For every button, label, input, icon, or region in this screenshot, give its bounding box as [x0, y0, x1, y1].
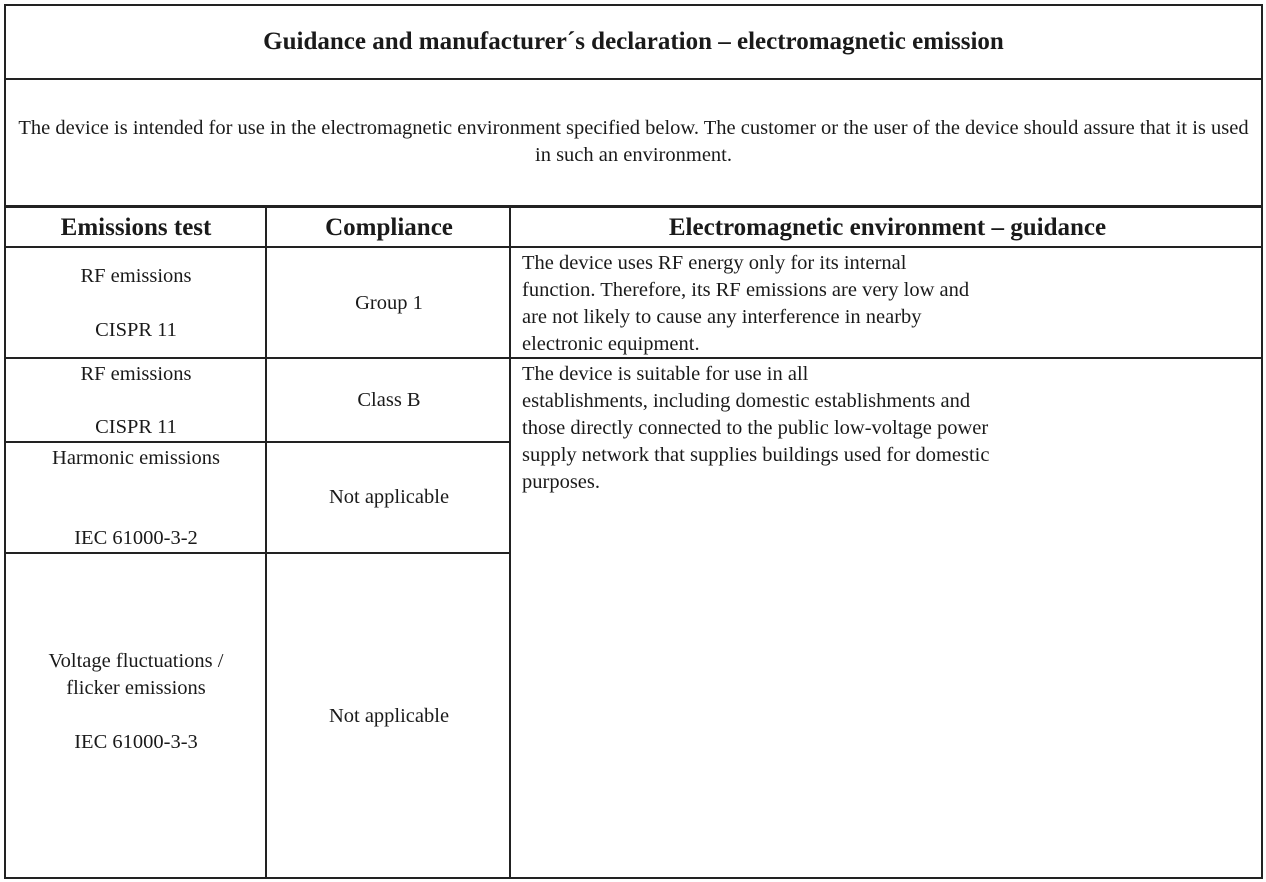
table-row-compliance: Group 1: [355, 291, 423, 314]
test-name-line1: Voltage fluctuations /: [48, 649, 224, 672]
table-row-test: [6, 443, 266, 552]
table-row-test: [6, 248, 266, 358]
test-name: RF emissions: [80, 363, 192, 385]
test-standard: IEC 61000-3-3: [74, 730, 198, 753]
test-name-line2: flicker emissions: [66, 676, 206, 699]
guidance-text-classb: The device is suitable for use in all establishments, including domestic establishments and those directly connected to the public low-voltage power supply network that supplies buildings used for domestic purposes.: [522, 363, 990, 493]
guidance-text-group1: The device uses RF energy only for its internal function. Therefore, its RF emissions are very low and are not likely to cause any interference in nearby electronic equipment.: [522, 252, 970, 355]
intro-text: The device is intended for use in the electromagnetic environment specified below. The customer or the user of the device should assure that it is used in such an environment.: [18, 117, 1249, 166]
test-standard: CISPR 11: [95, 416, 177, 438]
test-name: Harmonic emissions: [52, 447, 220, 469]
table-row-test: [6, 359, 266, 441]
test-standard: CISPR 11: [95, 318, 177, 341]
test-name: RF emissions: [80, 264, 192, 287]
table-row-compliance: Not applicable: [328, 486, 450, 508]
table-row-compliance: Not applicable: [328, 705, 450, 727]
table-row-test: [6, 554, 266, 879]
test-standard: IEC 61000-3-2: [74, 527, 198, 549]
header-guidance: Electromagnetic environment – guidance: [668, 214, 1107, 241]
header-emissions-test: Emissions test: [60, 214, 212, 241]
header-compliance: Compliance: [325, 214, 453, 241]
document-title: Guidance and manufacturer´s declaration – electromagnetic emission: [263, 28, 1004, 55]
table-row-compliance: Class B: [357, 388, 421, 411]
